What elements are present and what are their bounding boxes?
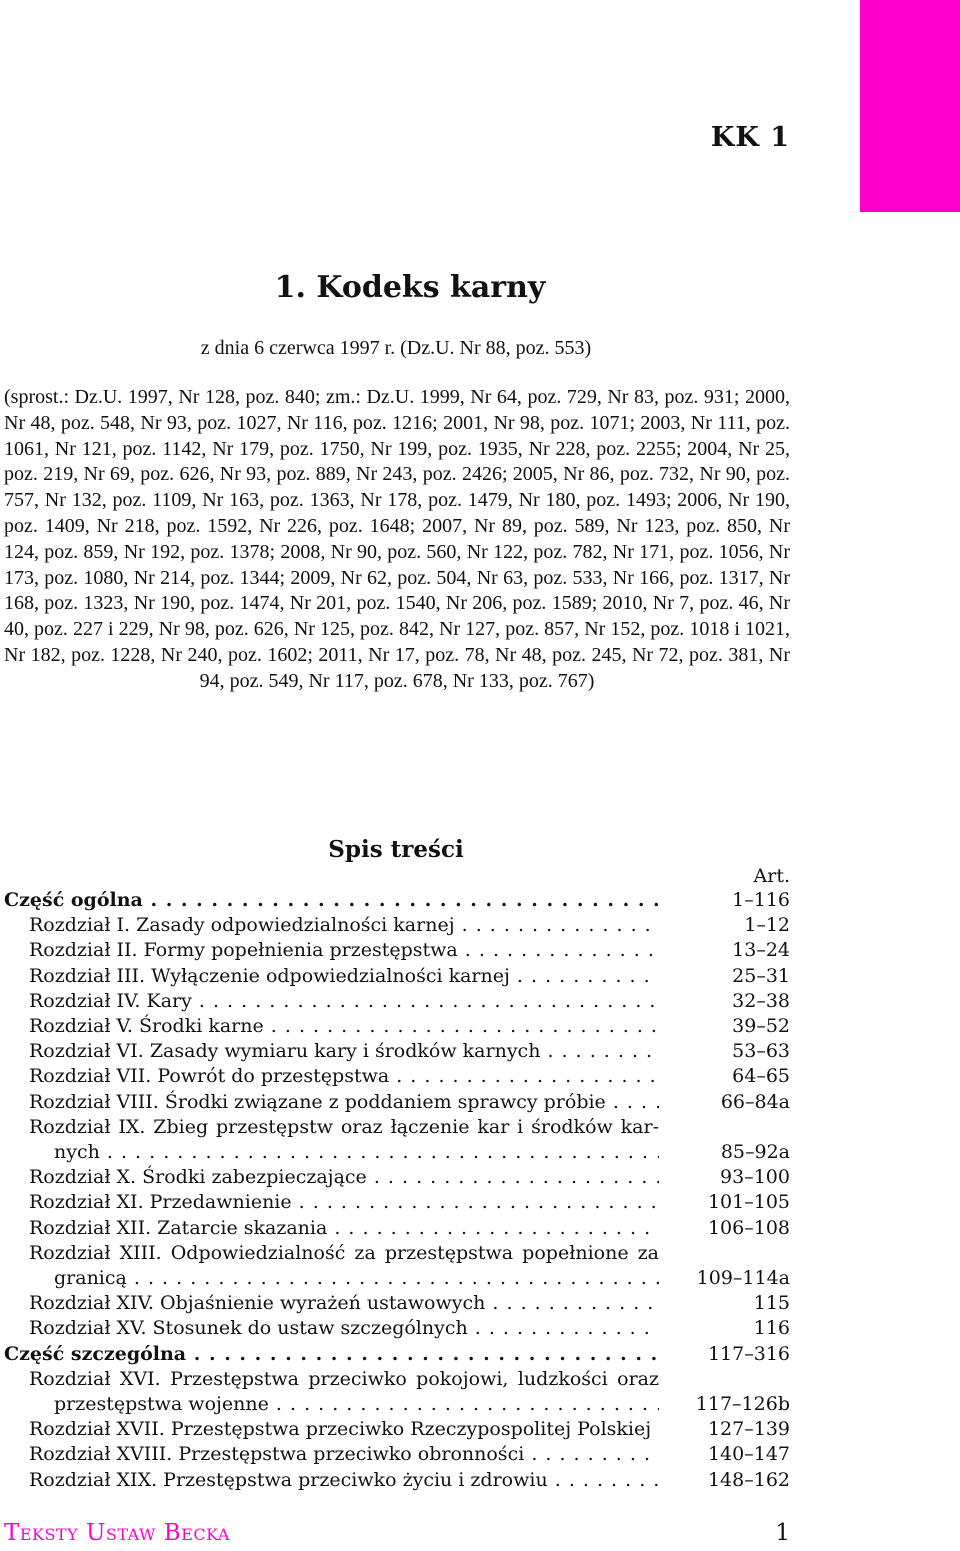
toc-article-range: 101–105 xyxy=(707,1191,790,1214)
toc-article-range: 85–92a xyxy=(720,1141,790,1164)
toc-part-row xyxy=(4,888,790,913)
toc-article-range: 13–24 xyxy=(732,939,790,962)
toc-entry-title: Rozdział XI. Przedawnienie . . . xyxy=(29,1190,659,1215)
toc-article-range: 109–114a xyxy=(696,1267,790,1290)
toc-chapter-row xyxy=(4,1039,790,1064)
toc-entry-title: Rozdział XII. Zatarcie skazania . . . xyxy=(29,1216,659,1241)
toc-entry-title: Rozdział XVIII. Przestępstwa przeciwko obronności . . . xyxy=(29,1442,659,1467)
toc-chapter-row xyxy=(4,1165,790,1190)
toc-chapter-row xyxy=(4,938,790,963)
toc-chapter-row xyxy=(4,1316,790,1341)
toc-chapter-row xyxy=(4,1468,790,1493)
page-number: 1 xyxy=(775,1520,790,1546)
act-date-line: z dnia 6 czerwca 1997 r. (Dz.U. Nr 88, poz. 553) xyxy=(200,337,592,359)
toc-chapter-row xyxy=(4,989,790,1014)
toc-article-range: 127–139 xyxy=(707,1418,790,1441)
toc-chapter-row xyxy=(4,1417,790,1442)
toc-article-range: 116 xyxy=(753,1317,790,1340)
toc-entry-title: Rozdział III. Wyłączenie odpowiedzialności karnej . . . xyxy=(29,964,659,989)
toc-entry-line2: przestępstwa wojenne . . . xyxy=(29,1392,659,1417)
toc-entry-title: Rozdział VIII. Środki związane z poddaniem sprawcy próbie . . . xyxy=(29,1090,659,1115)
toc-entry-title: Rozdział XIV. Objaśnienie wyrażeń ustawowych . . . xyxy=(29,1291,659,1316)
toc-entry-title: Rozdział XVII. Przestępstwa przeciwko Rzeczypospolitej Polskiej . . . xyxy=(29,1417,659,1442)
amendments-paragraph: (sprost.: Dz.U. 1997, Nr 128, poz. 840; zm.: Dz.U. 1999, Nr 64, poz. 729, Nr 83, poz. 931; 2000, Nr 48, poz. 548, Nr 93, poz. 1027, Nr 116, poz. 1216; 2001, Nr 98, poz. 1071; 2003, Nr 111, poz. 1061, Nr 121, poz. 1142, Nr 179, poz. 1750, Nr 199, poz. 1935, Nr 228, poz. 2255; 2004, Nr 25, poz. 219, Nr 69, poz. 626, Nr 93, poz. 889, Nr 243, poz. 2426; 2005, Nr 86, poz. 732, Nr 90, poz. 757, Nr 132, poz. 1109, Nr 163, poz. 1363, Nr 178, poz. 1479, Nr 180, poz. 1493; 2006, Nr 190, poz. 1409, Nr 218, poz. 1592, Nr 226, poz. 1648; 2007, Nr 89, poz. 589, Nr 123, poz. 850, Nr 124, poz. 859, Nr 192, poz. 1378; 2008, Nr 90, poz. 560, Nr 122, poz. 782, Nr 171, poz. 1056, Nr 173, poz. 1080, Nr 214, poz. 1344; 2009, Nr 62, poz. 504, Nr 63, poz. 533, Nr 166, poz. 1317, Nr 168, poz. 1323, Nr 190, poz. 1474, Nr 201, poz. 1540, Nr 206, poz. 1589; 2010, Nr 7, poz. 46, Nr 40, poz. 227 i 229, Nr 98, poz. 626, Nr 125, poz. 842, Nr 127, poz. 857, Nr 152, poz. 1018 i 1021, Nr 182, poz. 1228, Nr 240, poz. 1602; 2011, Nr 17, poz. 78, Nr 48, poz. 245, Nr 72, poz. 381, Nr 94, poz. 549, Nr 117, poz. 678, Nr 133, poz. 767) xyxy=(4,386,790,692)
toc-chapter-row xyxy=(4,1190,790,1215)
toc-article-range: 106–108 xyxy=(707,1216,790,1239)
toc-chapter-row xyxy=(4,1442,790,1467)
toc-chapter-row xyxy=(4,1115,790,1165)
toc-article-range: 148–162 xyxy=(707,1468,790,1491)
toc-entry-line2: granicą . . . xyxy=(29,1266,659,1291)
toc-entry-title: Rozdział IV. Kary . . . xyxy=(29,989,659,1014)
toc-entry-title: Rozdział VI. Zasady wymiaru kary i środków karnych . . . xyxy=(29,1039,659,1064)
toc-article-range: 32–38 xyxy=(732,989,790,1012)
toc-art-header: Art. xyxy=(753,865,790,887)
toc-entry-title: Rozdział X. Środki zabezpieczające . . . xyxy=(29,1165,659,1190)
toc-entry-title: Rozdział I. Zasady odpowiedzialności karnej . . . xyxy=(29,913,659,938)
toc-chapter-row xyxy=(4,1014,790,1039)
toc-article-range: 66–84a xyxy=(720,1090,790,1113)
toc-article-range: 140–147 xyxy=(707,1443,790,1466)
toc-chapter-row xyxy=(4,1367,790,1417)
toc-entry-title: Rozdział VII. Powrót do przestępstwa . . . xyxy=(29,1064,659,1089)
toc-entry-title: Rozdział V. Środki karne . . . xyxy=(29,1014,659,1039)
toc-article-range: 115 xyxy=(753,1292,790,1315)
toc-article-range: 64–65 xyxy=(732,1065,790,1088)
toc-article-range: 1–116 xyxy=(732,889,790,911)
toc-entry-title: Rozdział XIX. Przestępstwa przeciwko życiu i zdrowiu . . . xyxy=(29,1468,659,1493)
toc-entry-title xyxy=(29,1115,659,1165)
toc-entry-title: Rozdział XV. Stosunek do ustaw szczególnych . . . xyxy=(29,1316,659,1341)
table-of-contents xyxy=(4,865,790,1493)
toc-entry-line1: Rozdział IX. Zbieg przestępstw oraz łączenie kar i środków kar- xyxy=(29,1115,659,1138)
toc-article-range: 25–31 xyxy=(732,964,790,987)
toc-article-range: 117–316 xyxy=(707,1342,790,1365)
section-code: KK 1 xyxy=(710,122,790,153)
toc-title: Spis treści xyxy=(328,836,464,863)
toc-entry-line1: Rozdział XVI. Przestępstwa przeciwko pokojowi, ludzkości oraz xyxy=(29,1367,659,1390)
toc-entry-title xyxy=(29,1367,659,1417)
toc-entry-line2: nych . . . xyxy=(29,1140,659,1165)
toc-chapter-row xyxy=(4,964,790,989)
toc-article-range: 39–52 xyxy=(732,1015,790,1038)
toc-article-range: 93–100 xyxy=(720,1166,790,1189)
toc-article-range: 1–12 xyxy=(744,914,790,937)
toc-entry-title xyxy=(29,1241,659,1291)
act-title: 1. Kodeks karny xyxy=(274,270,546,305)
publisher-name: Teksty Ustaw Becka xyxy=(4,1520,230,1546)
toc-chapter-row xyxy=(4,1291,790,1316)
toc-entry-line1: Rozdział XIII. Odpowiedzialność za przestępstwa popełnione za xyxy=(29,1241,659,1264)
toc-chapter-row xyxy=(4,913,790,938)
toc-article-range: 117–126b xyxy=(695,1393,790,1416)
toc-article-range: 53–63 xyxy=(732,1040,790,1063)
toc-chapter-row xyxy=(4,1216,790,1241)
toc-part-row xyxy=(4,1342,790,1367)
toc-entries xyxy=(4,888,790,1493)
toc-part-title: Część szczególna . . . xyxy=(4,1342,659,1367)
toc-part-title: Część ogólna . . . xyxy=(4,888,659,913)
toc-chapter-row xyxy=(4,1241,790,1291)
toc-chapter-row xyxy=(4,1090,790,1115)
section-color-tab xyxy=(860,0,960,212)
toc-entry-title: Rozdział II. Formy popełnienia przestępstwa . . . xyxy=(29,938,659,963)
toc-chapter-row xyxy=(4,1064,790,1089)
